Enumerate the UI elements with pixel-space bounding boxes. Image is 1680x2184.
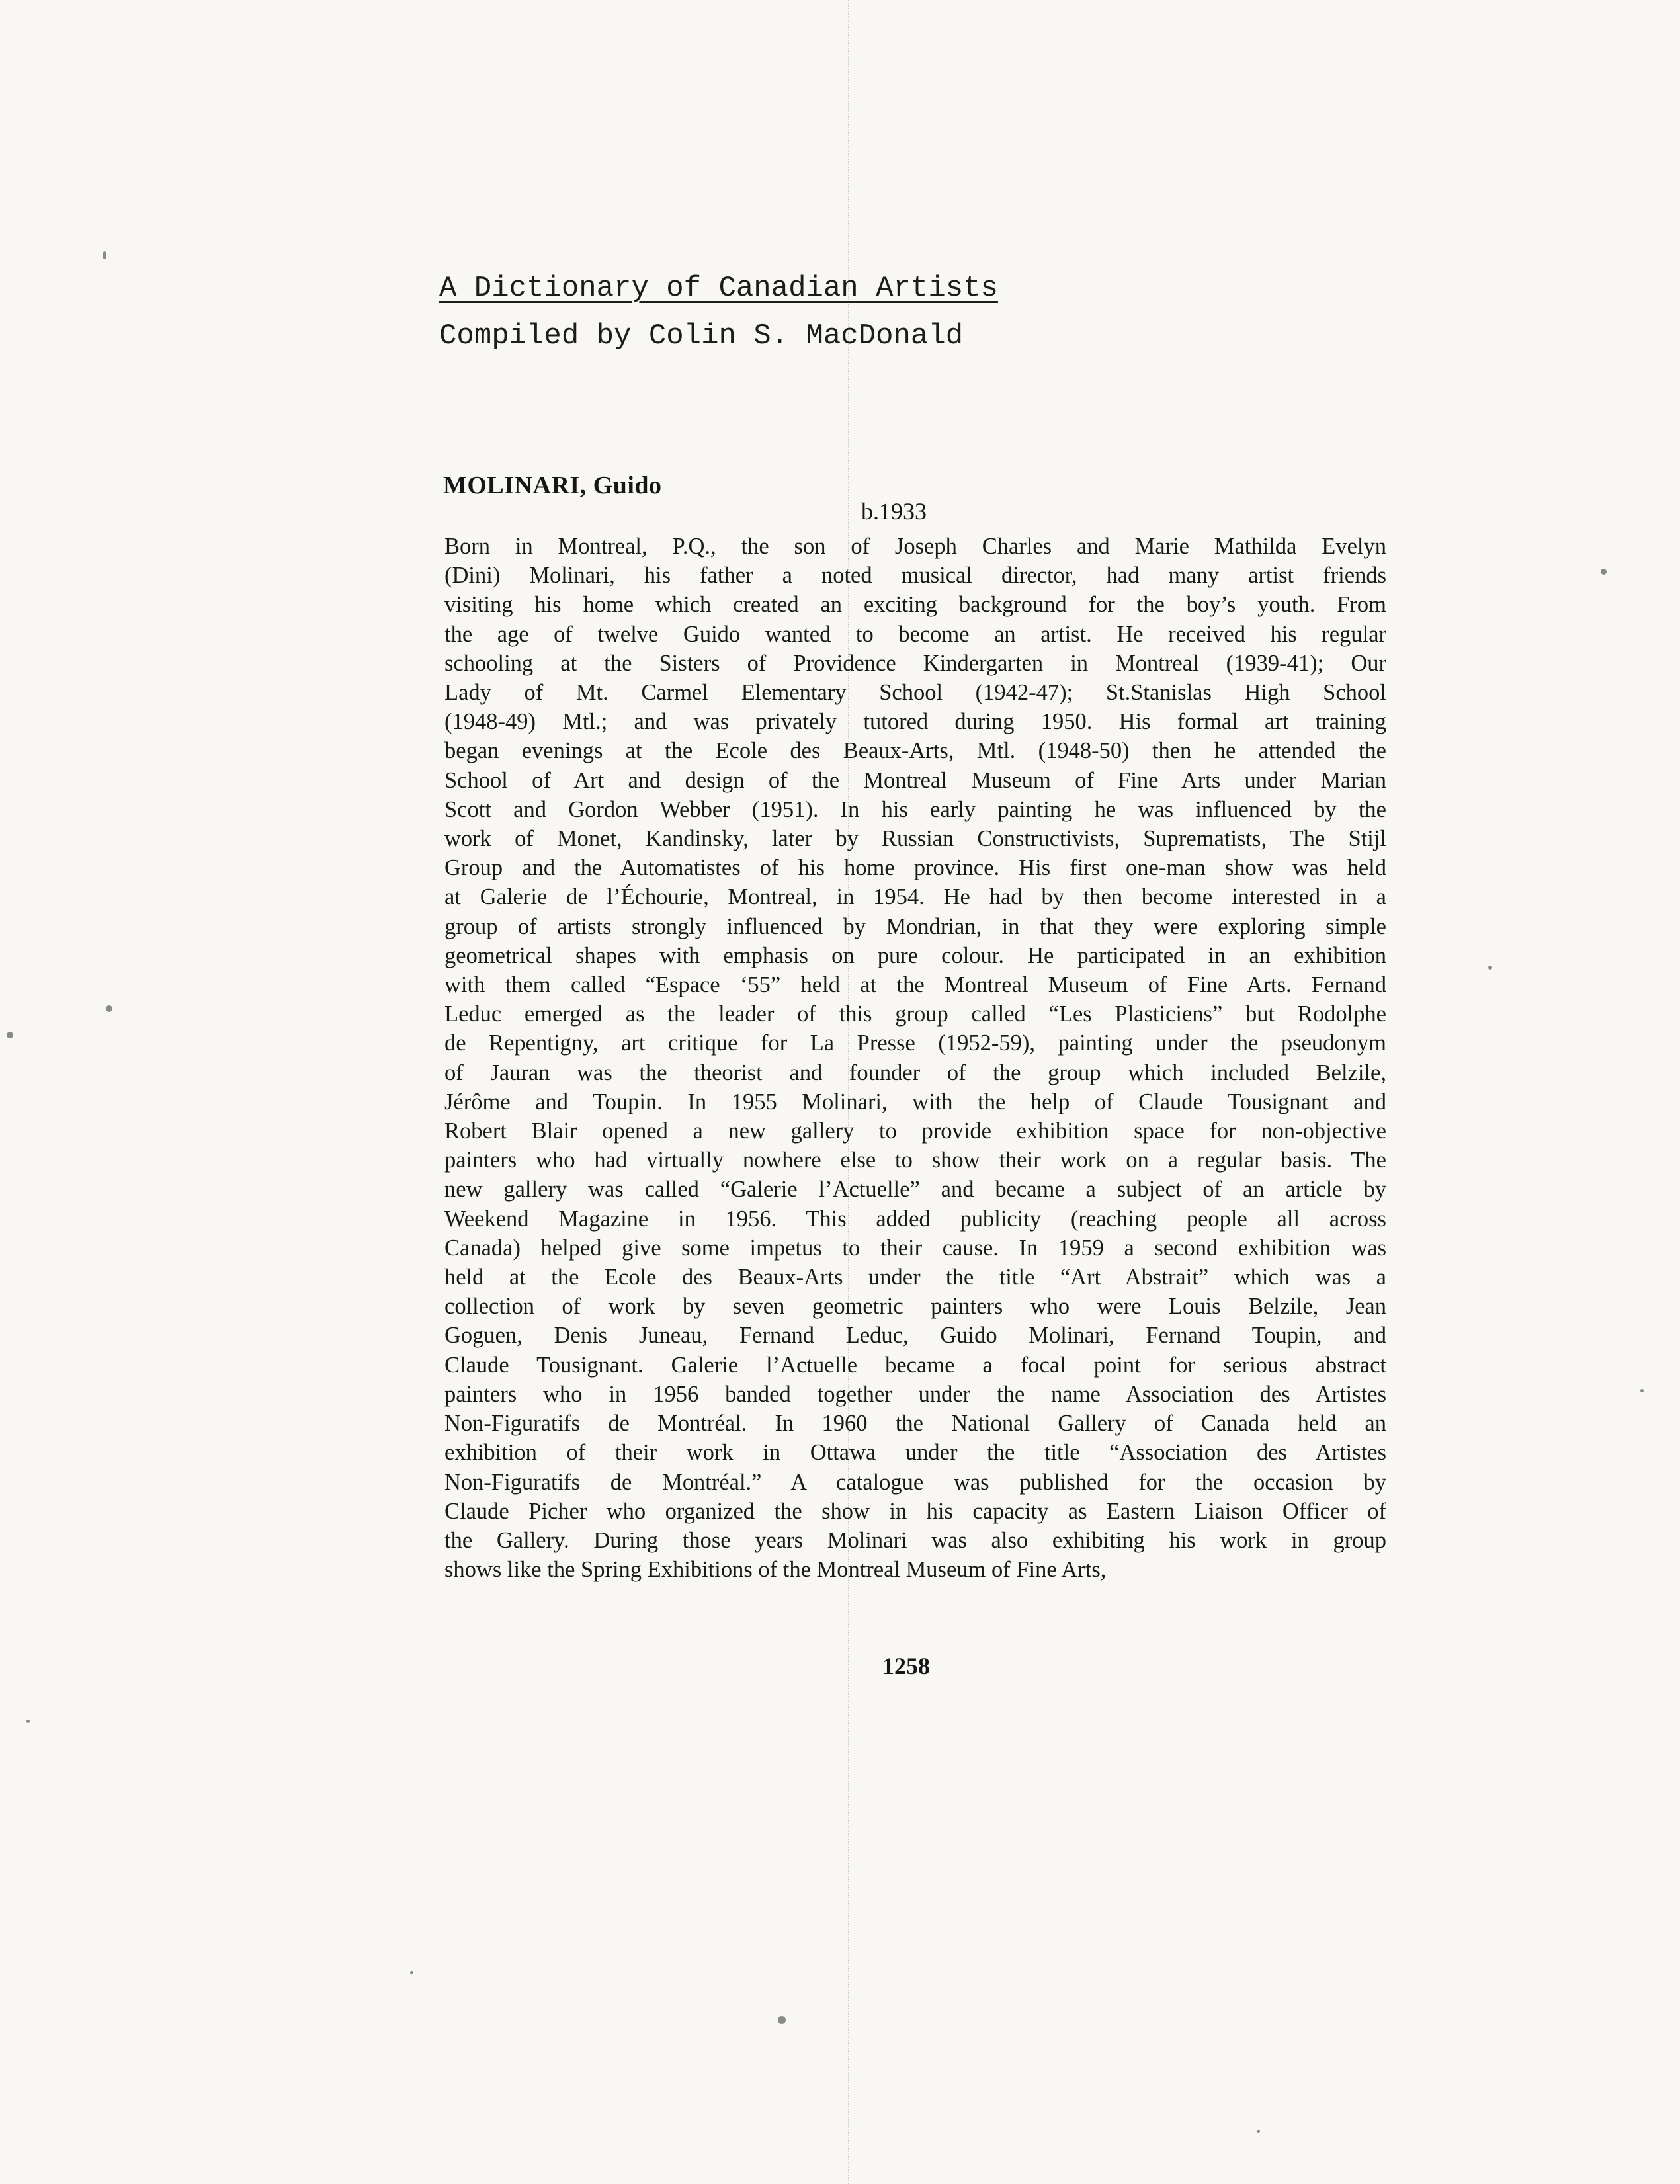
entry-name: MOLINARI, Guido: [443, 472, 662, 499]
body-line: Jérôme and Toupin. In 1955 Molinari, with the help of Claude Tousignant and: [444, 1089, 1386, 1114]
body-line: Goguen, Denis Juneau, Fernand Leduc, Guido Molinari, Fernand Toupin, and: [444, 1323, 1386, 1349]
body-line: of Jauran was the theorist and founder of the group which included Belzile,: [444, 1060, 1386, 1085]
body-line: visiting his home which created an exciting background for the boy’s youth. From: [444, 592, 1386, 618]
entry-body: [444, 532, 1386, 1584]
dictionary-title: A Dictionary of Canadian Artists: [439, 272, 998, 305]
body-line: Robert Blair opened a new gallery to provide exhibition space for non-objective: [444, 1118, 1386, 1144]
body-line: collection of work by seven geometric painters who were Louis Belzile, Jean: [444, 1294, 1386, 1320]
entry-birth-year: b.1933: [861, 498, 927, 525]
body-line: schooling at the Sisters of Providence Kindergarten in Montreal (1939-41); Our: [444, 650, 1386, 676]
body-line: Claude Picher who organized the show in his capacity as Eastern Liaison Officer of: [444, 1498, 1386, 1524]
body-line: the Gallery. During those years Molinari was also exhibiting his work in group: [444, 1527, 1386, 1553]
body-line: Weekend Magazine in 1956. This added publicity (reaching people all across: [444, 1206, 1386, 1232]
body-line: held at the Ecole des Beaux-Arts under the title “Art Abstrait” which was a: [444, 1265, 1386, 1290]
body-line: shows like the Spring Exhibitions of the Montreal Museum of Fine Arts,: [444, 1557, 1107, 1583]
body-line: Non-Figuratifs de Montréal.” A catalogue was published for the occasion by: [444, 1469, 1386, 1495]
body-line: the age of twelve Guido wanted to become an artist. He received his regular: [444, 621, 1386, 647]
body-line: began evenings at the Ecole des Beaux-Arts, Mtl. (1948-50) then he attended the: [444, 738, 1386, 764]
body-line: painters who had virtually nowhere else to show their work on a regular basis. The: [444, 1148, 1386, 1173]
body-line: painters who in 1956 banded together under the name Association des Artistes: [444, 1381, 1386, 1407]
body-line: Lady of Mt. Carmel Elementary School (1942-47); St.Stanislas High School: [444, 680, 1386, 706]
document-header: [439, 265, 1034, 360]
compiler-credit: Compiled by Colin S. MacDonald: [439, 319, 964, 353]
body-line: group of artists strongly influenced by Mondrian, in that they were exploring simple: [444, 913, 1386, 939]
body-line: Group and the Automatistes of his home province. His first one-man show was held: [444, 855, 1386, 881]
body-line: work of Monet, Kandinsky, later by Russian Constructivists, Suprematists, The Stijl: [444, 826, 1386, 852]
body-line: (Dini) Molinari, his father a noted musical director, had many artist friends: [444, 563, 1386, 589]
body-line: de Repentigny, art critique for La Presse (1952-59), painting under the pseudonym: [444, 1030, 1386, 1056]
body-line: Leduc emerged as the leader of this group called “Les Plasticiens” but Rodolphe: [444, 1001, 1386, 1027]
body-line: new gallery was called “Galerie l’Actuelle” and became a subject of an article by: [444, 1177, 1386, 1202]
body-line: Canada) helped give some impetus to their cause. In 1959 a second exhibition was: [444, 1235, 1386, 1261]
body-line: School of Art and design of the Montreal Museum of Fine Arts under Marian: [444, 767, 1386, 793]
body-line: geometrical shapes with emphasis on pure colour. He participated in an exhibition: [444, 943, 1386, 968]
body-line: Non-Figuratifs de Montréal. In 1960 the National Gallery of Canada held an: [444, 1411, 1386, 1437]
body-line: (1948-49) Mtl.; and was privately tutored during 1950. His formal art training: [444, 709, 1386, 735]
body-line: with them called “Espace ‘55” held at the Montreal Museum of Fine Arts. Fernand: [444, 972, 1386, 998]
body-line: Scott and Gordon Webber (1951). In his early painting he was influenced by the: [444, 796, 1386, 822]
body-line: Born in Montreal, P.Q., the son of Joseph Charles and Marie Mathilda Evelyn: [444, 534, 1386, 559]
body-line: exhibition of their work in Ottawa under the title “Association des Artistes: [444, 1440, 1386, 1466]
page-number: 1258: [882, 1653, 930, 1679]
body-line: at Galerie de l’Échourie, Montreal, in 1954. He had by then become interested in a: [444, 884, 1386, 910]
body-line: Claude Tousignant. Galerie l’Actuelle became a focal point for serious abstract: [444, 1352, 1386, 1378]
